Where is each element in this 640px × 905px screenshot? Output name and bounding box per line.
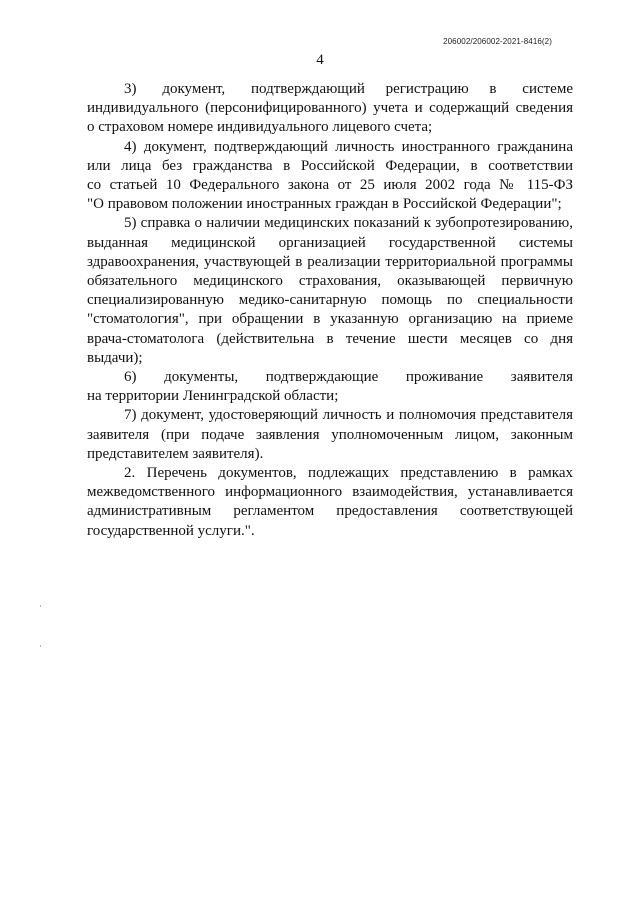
text-line: выданная медицинской организацией государственной системы bbox=[87, 234, 573, 251]
text-line: представителем заявителя). bbox=[87, 445, 264, 462]
list-item-7 bbox=[87, 406, 573, 464]
list-item-5 bbox=[87, 214, 573, 368]
text-line: государственной услуги.". bbox=[87, 522, 255, 539]
text-line: на территории Ленинградской области; bbox=[87, 388, 339, 405]
scan-speck bbox=[40, 645, 41, 647]
text-line: обязательного медицинского страхования, оказывающей первичную bbox=[87, 273, 573, 290]
text-line: 4) документ, подтверждающий личность иностранного гражданина bbox=[124, 138, 573, 155]
scan-speck bbox=[40, 605, 41, 607]
list-item-4 bbox=[87, 138, 573, 215]
text-line: о страховом номере индивидуального лицевого счета; bbox=[87, 119, 433, 136]
text-line: специализированную медико-санитарную помощь по специальности bbox=[87, 292, 573, 309]
text-line: 3) документ, подтверждающий регистрацию в системе bbox=[124, 81, 573, 97]
text-line: 6) документы, подтверждающие проживание заявителя bbox=[124, 369, 573, 386]
text-line: 5) справка о наличии медицинских показаний к зубопротезированию, bbox=[124, 215, 573, 232]
list-item-6 bbox=[87, 368, 573, 406]
text-line: 7) документ, удостоверяющий личность и полномочия представителя bbox=[124, 407, 573, 424]
document-code: 206002/206002-2021-8416(2) bbox=[443, 37, 552, 46]
text-line: индивидуального (персонифицированного) учета и содержащий сведения bbox=[87, 100, 573, 117]
text-line: врача-стоматолога (действительна в течение шести месяцев со дня bbox=[87, 330, 573, 347]
text-line: межведомственного информационного взаимодействия, устанавливается bbox=[87, 484, 573, 501]
text-line: или лица без гражданства в Российской Федерации, в соответствии bbox=[87, 157, 573, 174]
text-line: со статьей 10 Федерального закона от 25 июля 2002 года № 115-ФЗ bbox=[87, 177, 573, 194]
clause-2 bbox=[87, 464, 573, 541]
document-body bbox=[87, 80, 573, 541]
text-line: "стоматология", при обращении в указанную организацию на приеме bbox=[87, 311, 573, 328]
page-number: 4 bbox=[316, 52, 324, 68]
list-item-3 bbox=[87, 80, 573, 138]
text-line: заявителя (при подаче заявления уполномоченным лицом, законным bbox=[87, 426, 573, 443]
text-line: выдачи); bbox=[87, 349, 143, 366]
text-line: 2. Перечень документов, подлежащих представлению в рамках bbox=[124, 465, 573, 482]
text-line: "О правовом положении иностранных граждан в Российской Федерации"; bbox=[87, 196, 562, 213]
text-line: административным регламентом предоставления соответствующей bbox=[87, 503, 573, 520]
text-line: здравоохранения, участвующей в реализации территориальной программы bbox=[87, 253, 573, 270]
